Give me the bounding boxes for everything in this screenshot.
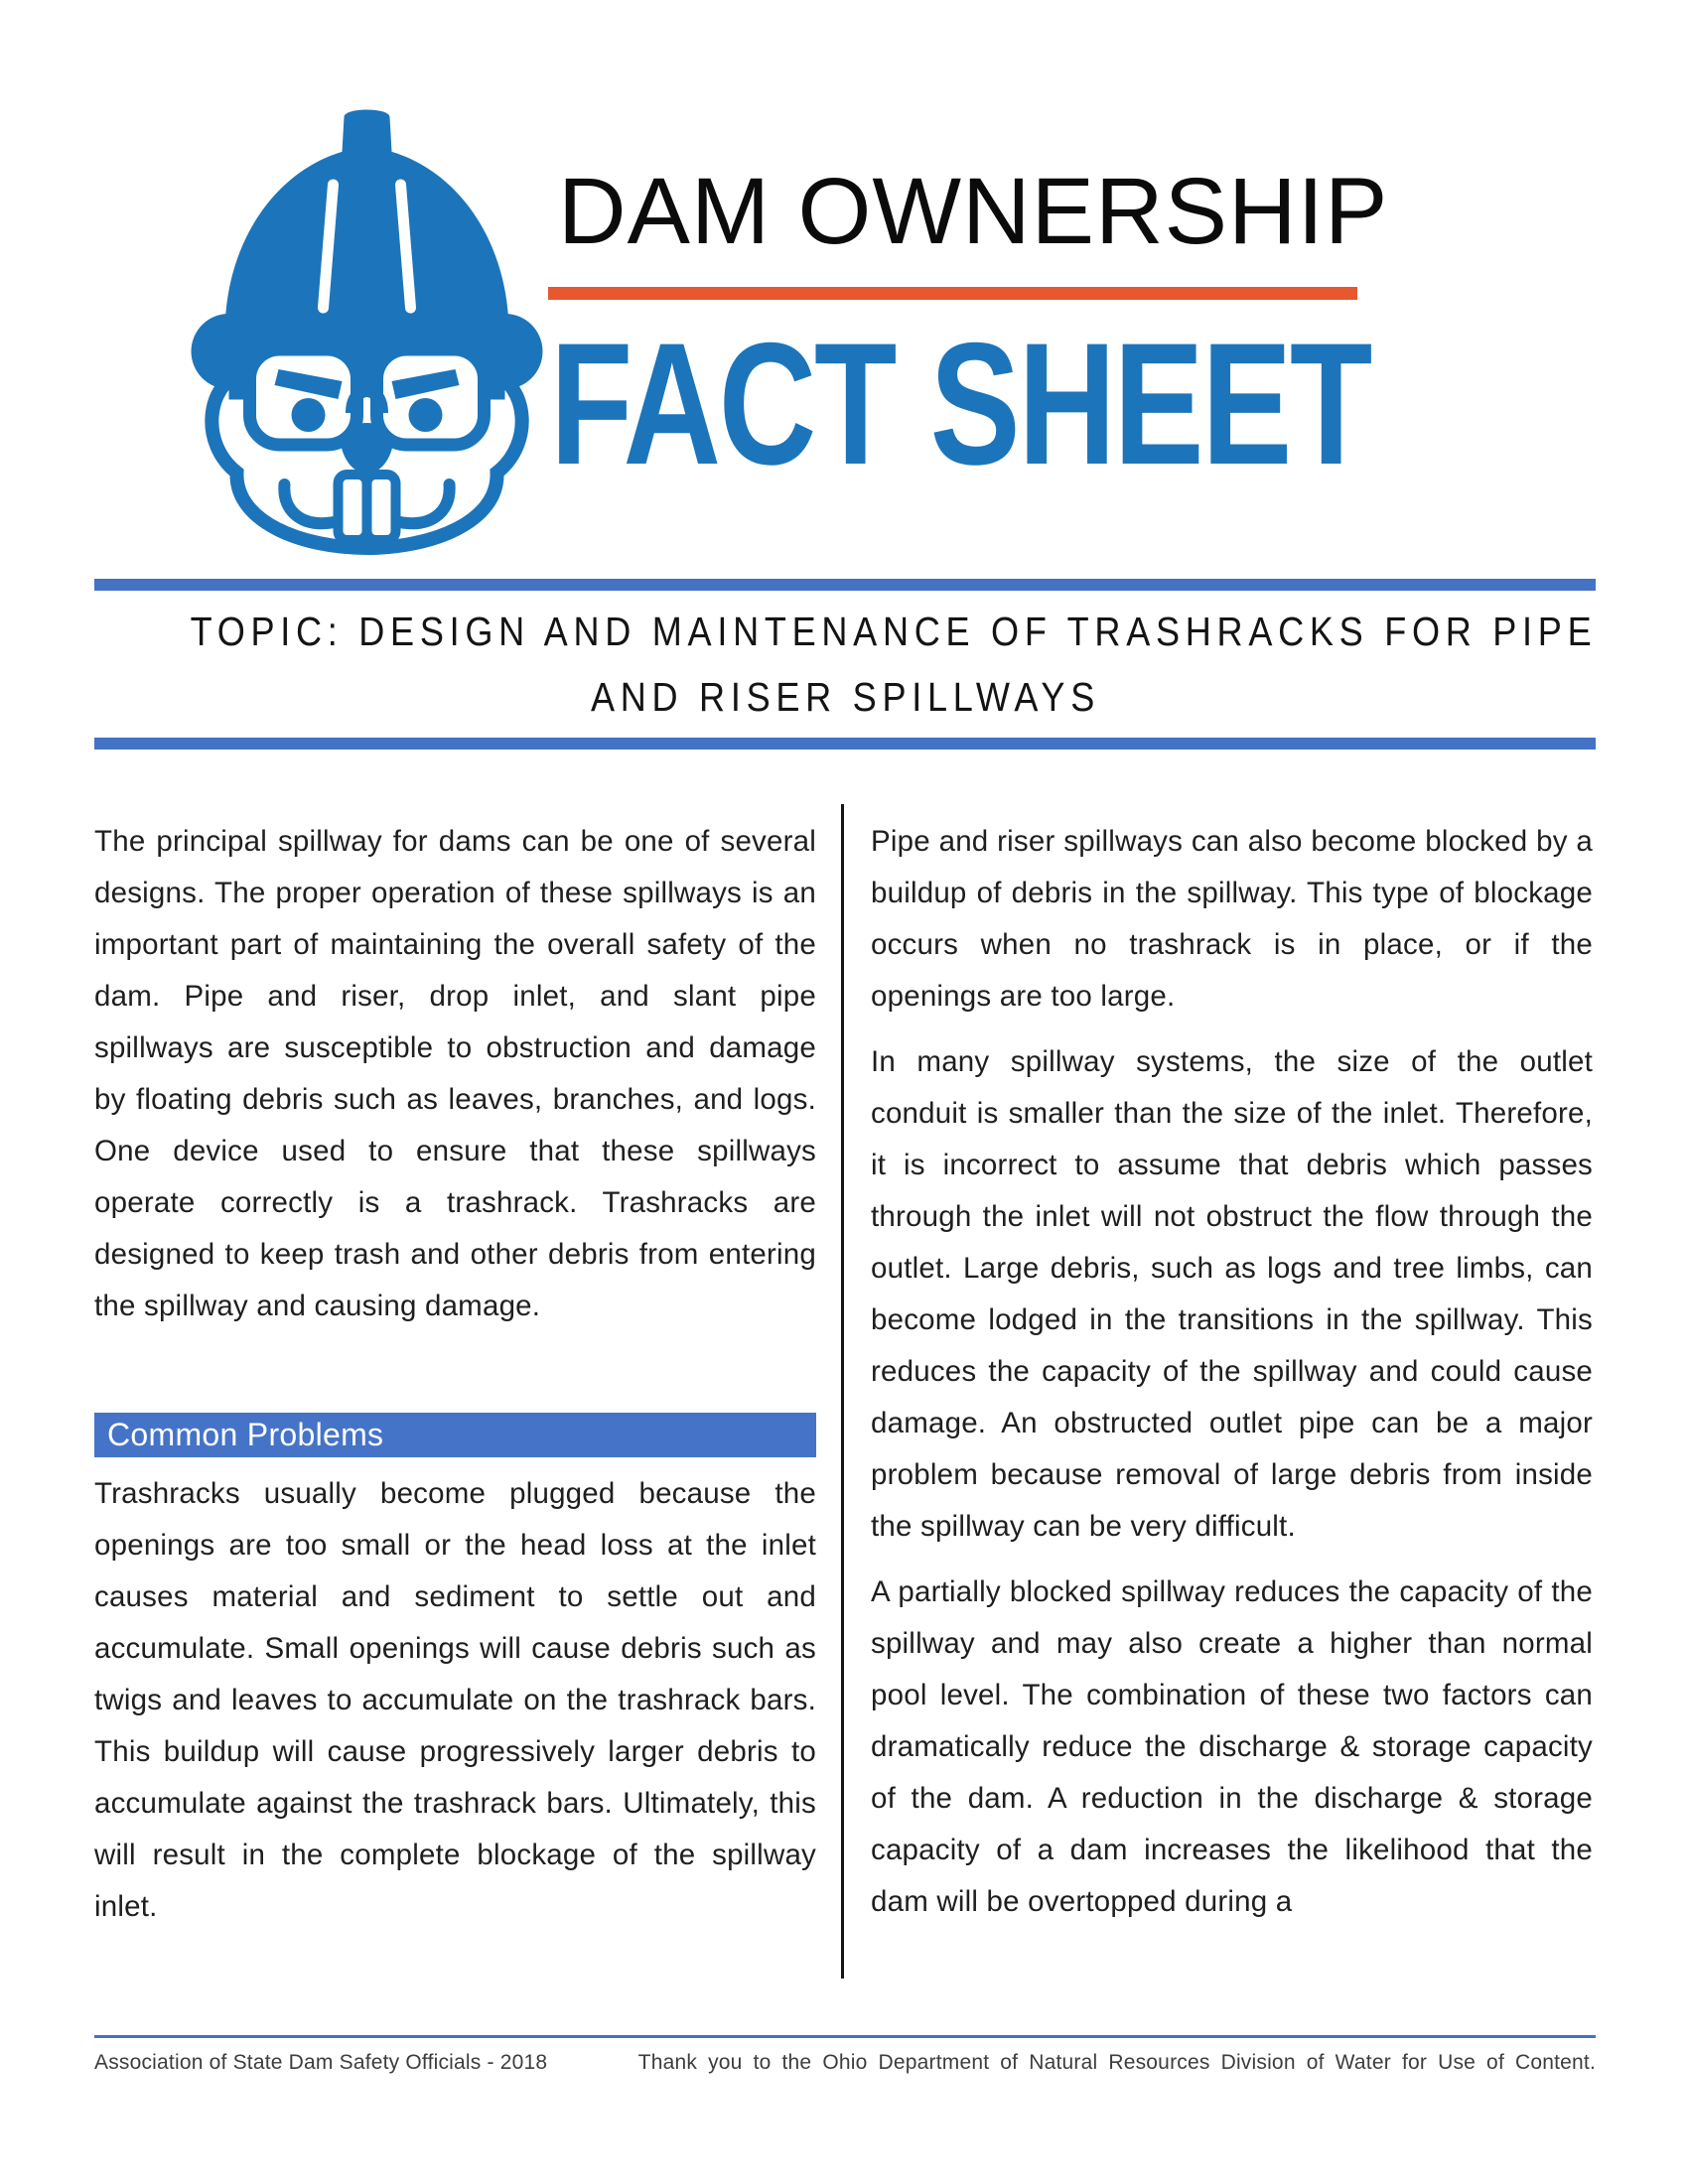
topic-bar-top — [94, 579, 1596, 591]
masthead-title: DAM OWNERSHIP — [558, 159, 1389, 264]
left-paragraph-1: The principal spillway for dams can be one of several designs. The proper operation of these spillways is an important part of maintaining the overall safety of the dam. Pipe and riser, drop inlet, and slant pipe spillways are susceptible to obstruction and damage by floating debris such as leaves, branches, and logs. One device used to ensure that these spillways operate correctly is a trashrack. Trashracks are designed to keep trash and other debris from entering the spillway and causing damage. — [94, 825, 816, 1322]
footer-rule — [94, 2035, 1596, 2038]
left-paragraph-2: Trashracks usually become plugged because the openings are too small or the head loss at the inlet causes material and sediment to settle out and accumulate. Small openings will cause debris such as twigs and leaves to accumulate on the trashrack bars. This buildup will cause progressively larger debris to accumulate against the trashrack bars. Ultimately, this will result in the complete blockage of the spillway inlet. — [94, 1477, 816, 1923]
right-paragraph-2: In many spillway systems, the size of the outlet conduit is smaller than the size of the inlet. Therefore, it is incorrect to assume that debris which passes through the inlet will not obstruct the flow through the outlet. Large debris, such as logs and tree limbs, can become lodged in the transitions in the spillway. This reduces the capacity of the spillway and could cause damage. An obstructed outlet pipe can be a major problem because removal of large debris from inside the spillway can be very difficult. — [871, 1045, 1593, 1543]
footer — [94, 2051, 1596, 2075]
footer-attribution: Association of State Dam Safety Officials - 2018 — [94, 2051, 548, 2074]
left-column — [94, 816, 816, 1933]
beaver-hardhat-logo-icon — [151, 83, 583, 560]
right-paragraph-3: A partially blocked spillway reduces the capacity of the spillway and may also create a higher than normal pool level. The combination of these two factors can dramatically reduce the discharge & storage capacity of the dam. A reduction in the discharge & storage capacity of a dam increases the likelihood that the dam will be overtopped during a — [871, 1575, 1593, 1918]
topic-bar-bottom — [94, 738, 1596, 750]
footer-thanks: Thank you to the Ohio Department of Natural Resources Division of Water for Use of Content. — [637, 2051, 1596, 2074]
right-paragraph-1: Pipe and riser spillways can also become blocked by a buildup of debris in the spillway. This type of blockage occurs when no trashrack is in place, or if the openings are too large. — [871, 825, 1593, 1013]
column-divider — [841, 804, 844, 1979]
common-problems-label: Common Problems — [107, 1417, 384, 1452]
masthead-subtitle: FACT SHEET — [550, 308, 1370, 501]
topic-title-line1: TOPIC: DESIGN AND MAINTENANCE OF TRASHRACKS FOR PIPE — [190, 609, 1598, 654]
common-problems-banner — [94, 1413, 816, 1457]
orange-divider-rule — [548, 287, 1357, 300]
topic-title-line2: AND RISER SPILLWAYS — [590, 674, 1100, 720]
right-column — [871, 816, 1593, 1928]
